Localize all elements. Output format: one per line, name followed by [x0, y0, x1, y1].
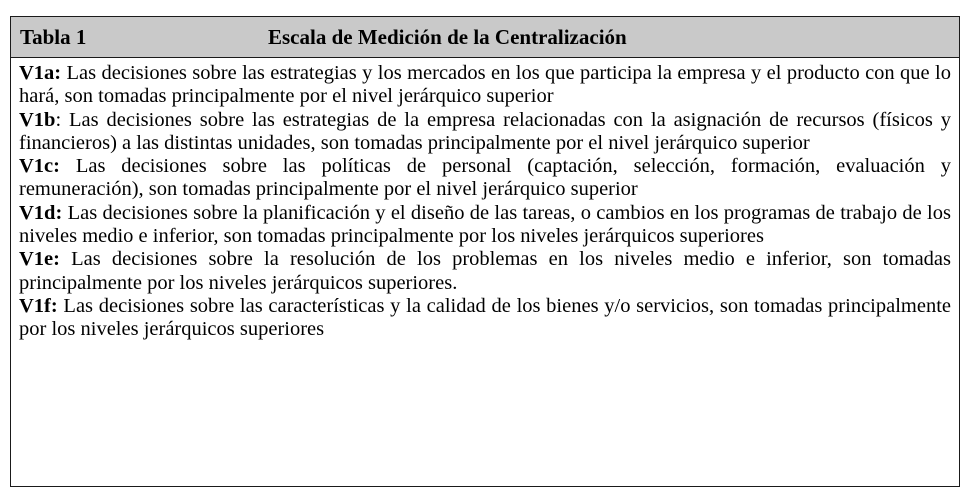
- measurement-scale-table: [10, 16, 960, 487]
- item-text: : Las decisiones sobre las estrategias de la empresa relacionadas con la asignación de recursos (físicos y financieros) a las distintas unidades, son tomadas principalmente por el nivel jerárquico superior: [19, 108, 951, 154]
- scale-item-v1d: [19, 202, 951, 249]
- item-text: Las decisiones sobre las estrategias y los mercados en los que participa la empresa y el producto con que lo hará, son tomadas principalmente por el nivel jerárquico superior: [19, 62, 951, 108]
- scale-item-v1c: [19, 155, 951, 202]
- item-code: V1e:: [19, 248, 60, 271]
- table-title: Escala de Medición de la Centralización: [268, 25, 627, 49]
- item-code: V1f:: [19, 294, 58, 317]
- scale-item-v1f: [19, 295, 951, 342]
- item-code: V1d:: [19, 201, 63, 224]
- scale-item-v1a: [19, 62, 951, 109]
- item-text: Las decisiones sobre las características y la calidad de los bienes y/o servicios, son tomadas principalmente por los niveles jerárquicos superiores: [19, 294, 951, 341]
- item-text: Las decisiones sobre las políticas de personal (captación, selección, formación, evaluación y remuneración), son tomadas principalmente por el nivel jerárquico superior: [19, 155, 951, 201]
- item-code: V1c:: [19, 155, 60, 178]
- table-header: [11, 17, 959, 58]
- table-body: [11, 58, 959, 342]
- item-code: V1b: [19, 108, 56, 131]
- item-text: Las decisiones sobre la resolución de los problemas en los niveles medio e inferior, son tomadas principalmente por los niveles jerárquicos superiores.: [19, 248, 951, 294]
- scale-item-v1b: [19, 109, 951, 156]
- item-code: V1a:: [19, 62, 62, 84]
- scale-item-v1e: [19, 248, 951, 295]
- table-number-label: Tabla 1: [20, 25, 87, 49]
- item-text: Las decisiones sobre la planificación y el diseño de las tareas, o cambios en los programas de trabajo de los niveles medio e inferior, son tomadas principalmente por los niveles jerárquicos superiores: [19, 201, 951, 248]
